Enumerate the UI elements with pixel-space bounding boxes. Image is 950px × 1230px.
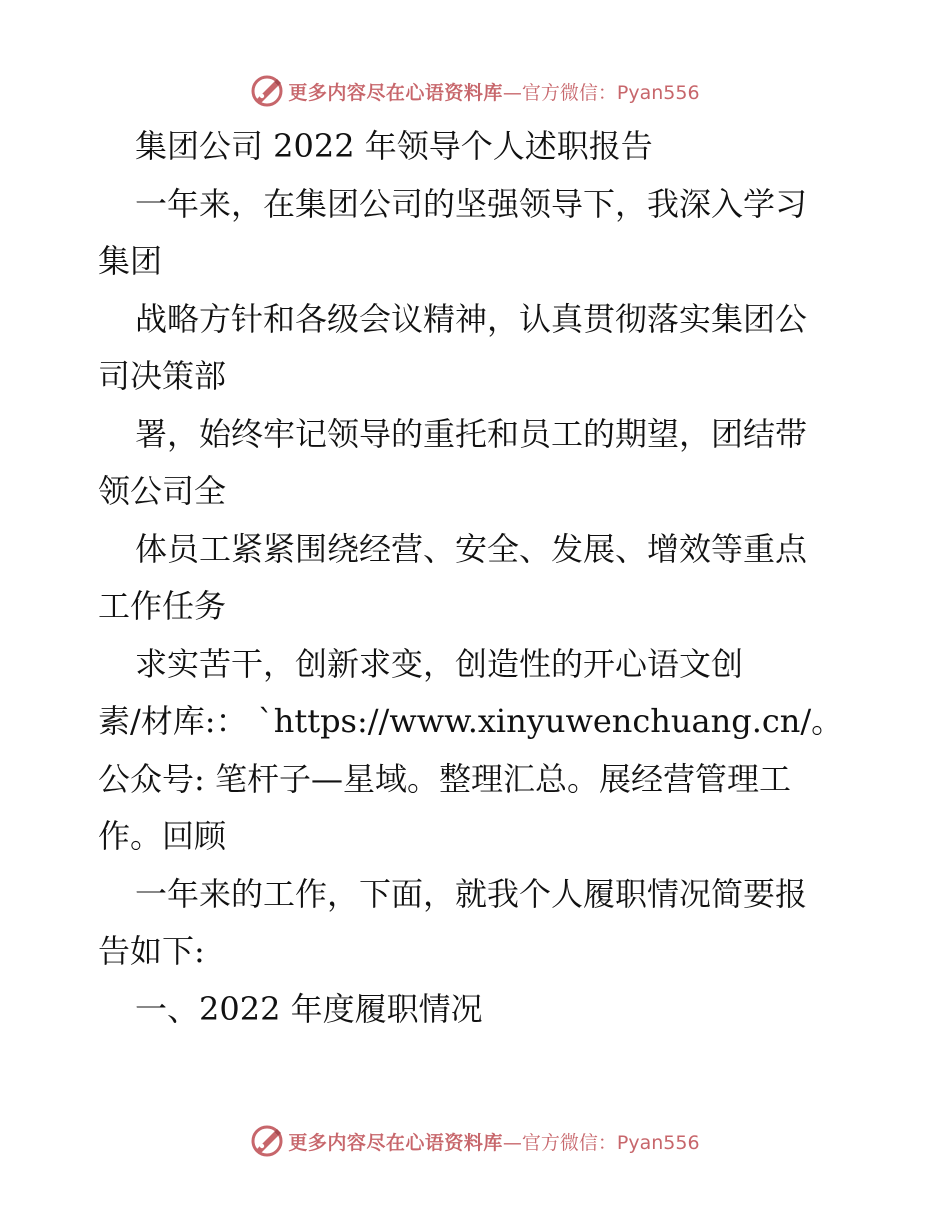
text-line: 司决策部 [98, 357, 227, 395]
text-line: 工作任务 [98, 587, 227, 625]
section-heading: 一、2022 年度履职情况 [135, 989, 483, 1028]
text-line: 领公司全 [98, 472, 227, 510]
text-line: 集团 [98, 242, 163, 280]
pen-seal-logo-icon [250, 1124, 284, 1158]
text-line: 一年来的工作，下面，就我个人履职情况简要报 [135, 874, 808, 913]
text-line-url: 素/材库:： `https://www.xinyuwenchuang.cn/。 [98, 702, 844, 740]
text-line: 作。回顾 [98, 817, 227, 855]
banner-main-text: 更多内容尽在心语资料库 [288, 1131, 503, 1154]
text-line: 告如下: [98, 932, 205, 970]
text-line: 体员工紧紧围绕经营、安全、发展、增效等重点 [135, 529, 808, 568]
pen-seal-logo-icon [250, 74, 284, 108]
banner-main-text: 更多内容尽在心语资料库 [288, 81, 503, 104]
text-line: 一年来，在集团公司的坚强领导下，我深入学习 [135, 184, 808, 223]
text-line: 公众号: 笔杆子—星域。整理汇总。展经营管理工 [98, 759, 791, 798]
text-line: 战略方针和各级会议精神，认真贯彻落实集团公 [135, 299, 808, 338]
text-line: 求实苦干，创新求变，创造性的开心语文创 [135, 644, 744, 683]
footer-banner [0, 1121, 950, 1161]
document-title: 集团公司 2022 年领导个人述职报告 [135, 127, 653, 165]
banner-wechat-text: —官方微信：Pyan556 [502, 81, 700, 104]
text-line: 署，始终牢记领导的重托和员工的期望，团结带 [135, 414, 808, 453]
document-body [98, 118, 858, 1038]
banner-wechat-text: —官方微信：Pyan556 [502, 1131, 700, 1154]
header-banner [0, 71, 950, 111]
